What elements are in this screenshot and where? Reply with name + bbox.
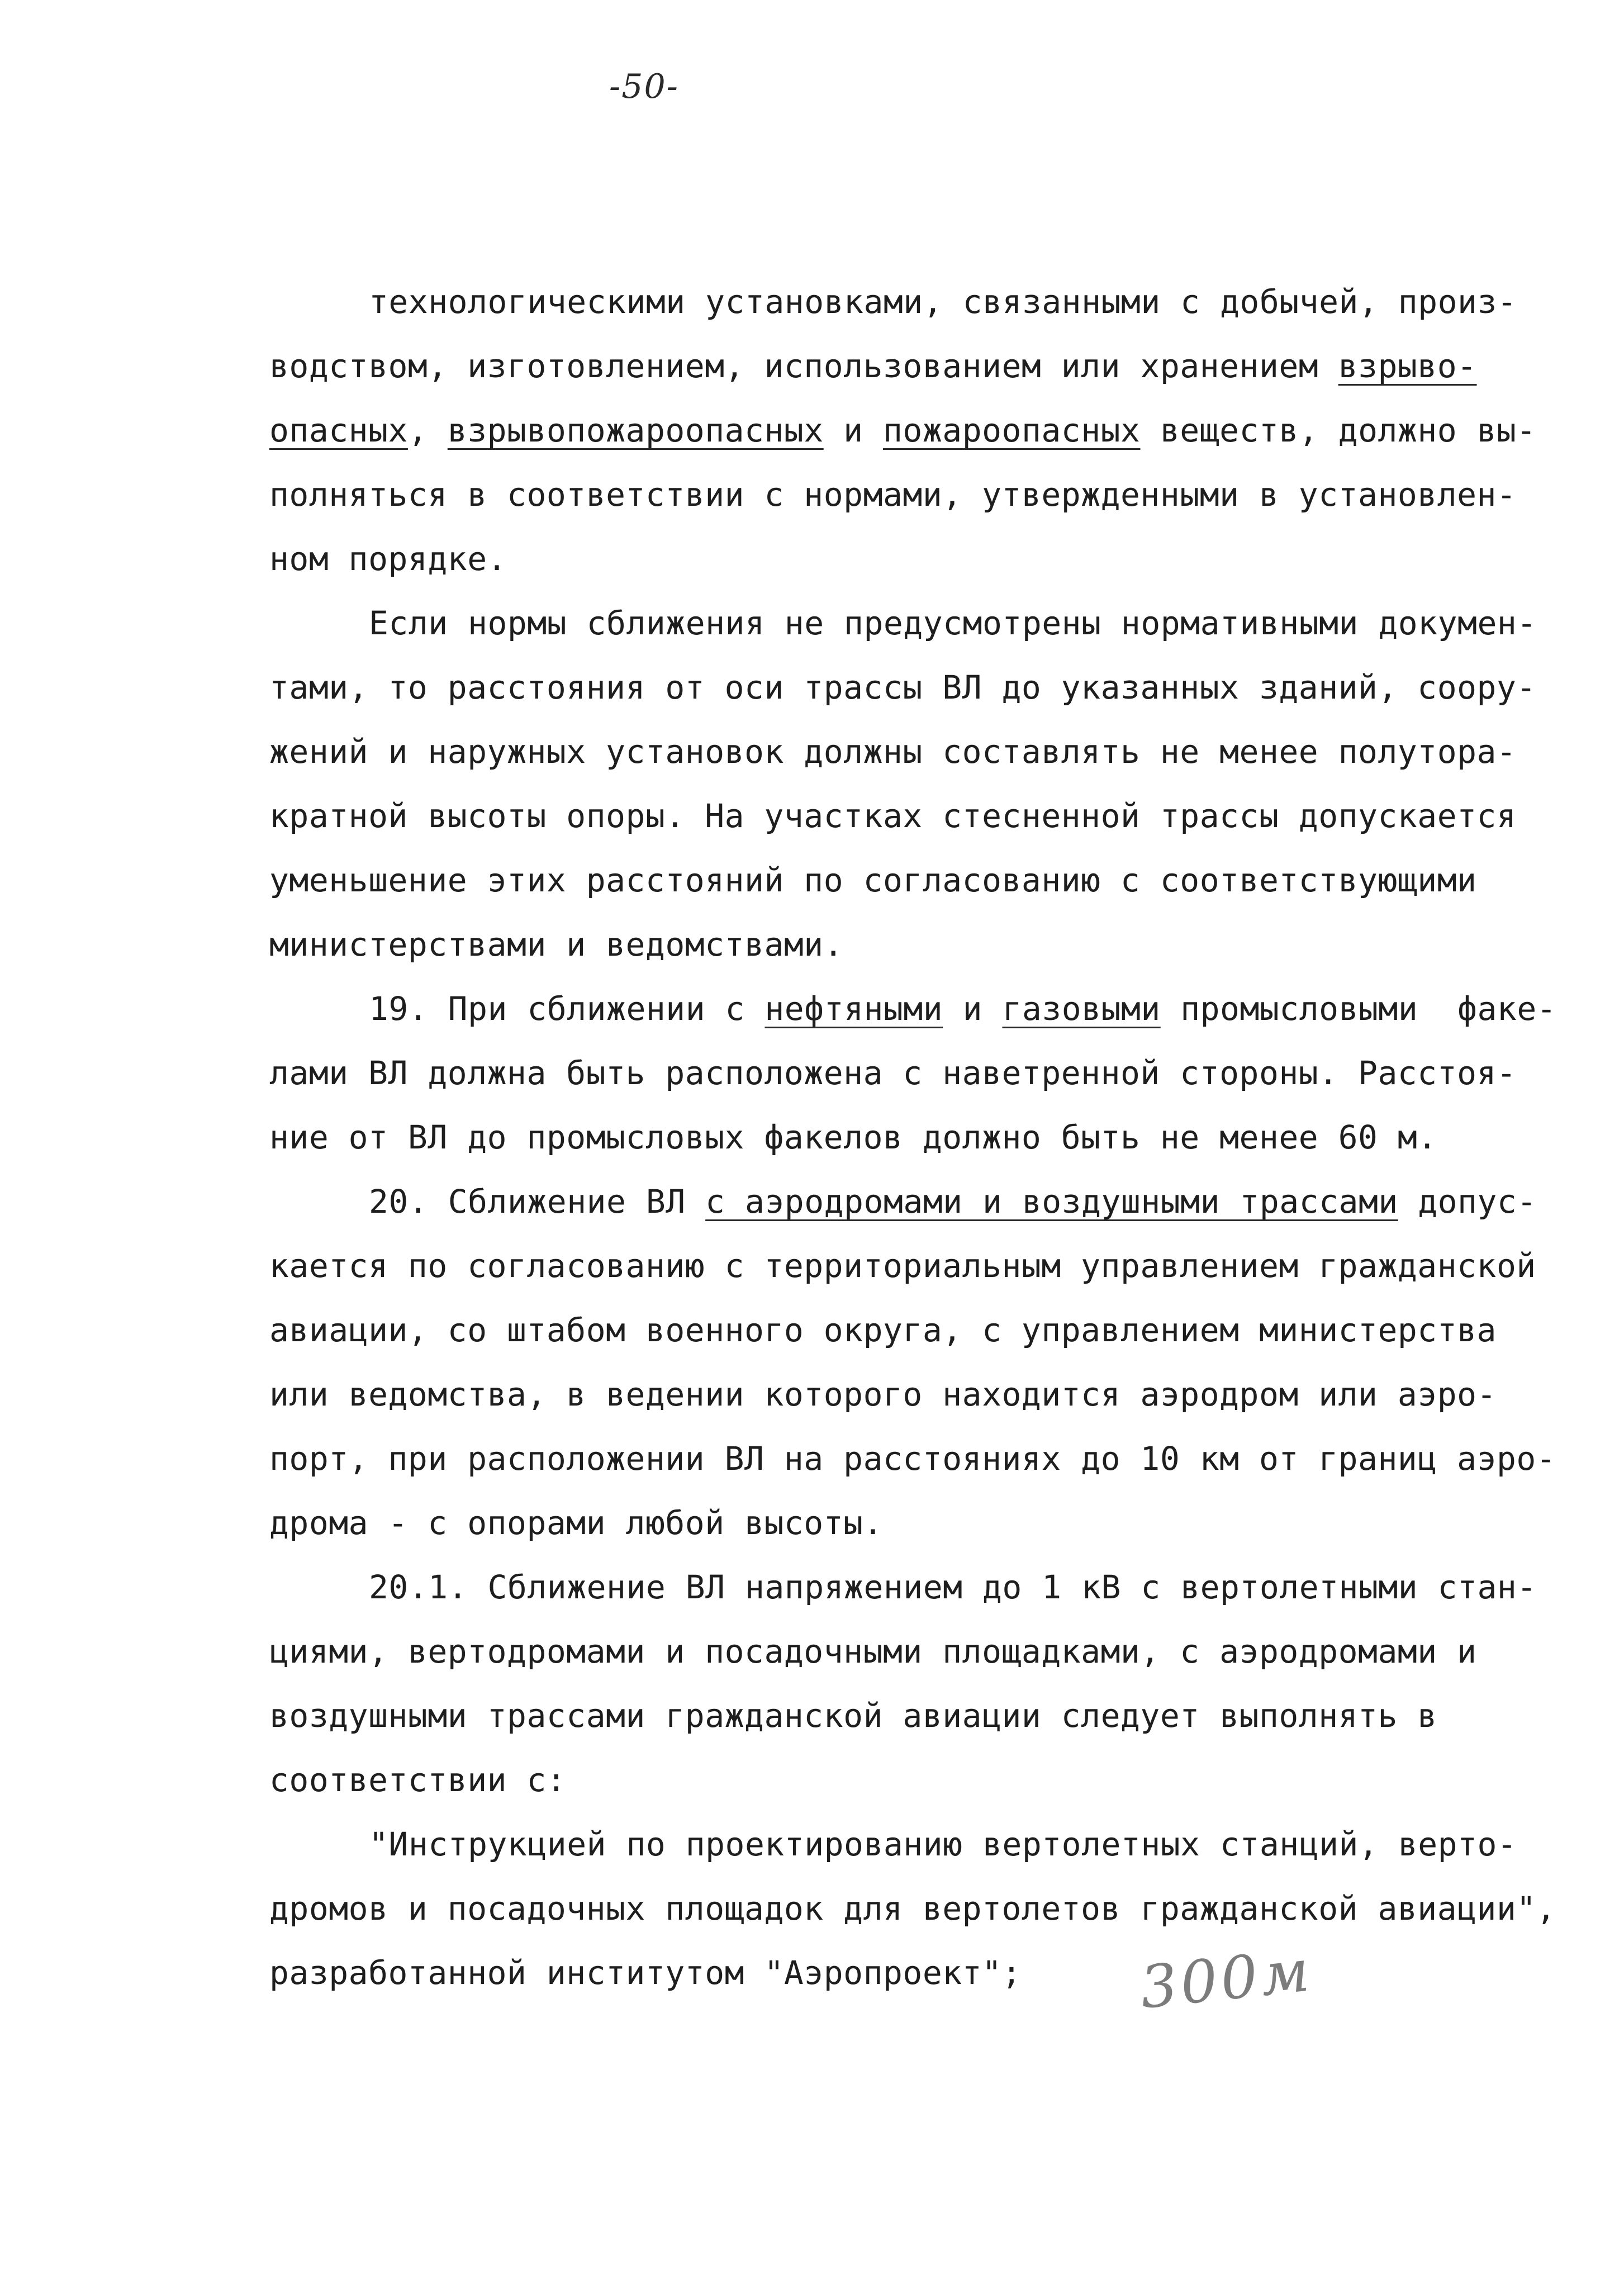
text-segment: допус- xyxy=(1398,1183,1537,1221)
text-segment: кратной высоты опоры. На участках стесненной трассы допускается xyxy=(269,797,1517,835)
text-segment: и xyxy=(823,411,884,449)
text-line xyxy=(269,1375,1497,1414)
text-segment: водством, изготовлением, использованием или хранением xyxy=(269,347,1338,385)
text-segment: Если нормы сближения не предусмотрены нормативными докумен- xyxy=(369,604,1537,642)
text-segment: воздушными трассами гражданской авиации следует выполнять в xyxy=(269,1697,1437,1735)
text-line xyxy=(369,1182,1537,1221)
underlined-text: нефтяными xyxy=(764,990,943,1028)
text-segment: дромов и посадочных площадок для вертолетов гражданской авиации", xyxy=(269,1890,1556,1928)
text-segment: уменьшение этих расстояний по согласованию с соответствующими xyxy=(269,861,1477,899)
text-segment: авиации, со штабом военного округа, с управлением министерства xyxy=(269,1311,1497,1349)
text-line xyxy=(269,1311,1497,1350)
text-line xyxy=(269,732,1516,771)
text-line xyxy=(269,796,1516,835)
text-line xyxy=(369,1825,1517,1864)
underlined-text: взрывопожароопасных xyxy=(447,411,824,449)
text-line xyxy=(369,604,1537,643)
text-line xyxy=(269,925,843,964)
text-segment: тами, то расстояния от оси трассы ВЛ до указанных зданий, соору- xyxy=(269,668,1536,706)
text-line xyxy=(369,1568,1537,1607)
text-segment: ние от ВЛ до промысловых факелов должно быть не менее 60 м. xyxy=(269,1118,1437,1156)
text-segment: и xyxy=(943,990,1003,1028)
text-segment: ном порядке. xyxy=(269,540,507,578)
text-segment: соответствии с: xyxy=(269,1761,567,1799)
text-segment: лами ВЛ должна быть расположена с наветренной стороны. Расстоя- xyxy=(269,1054,1517,1092)
text-line xyxy=(269,668,1536,707)
underlined-text: с аэродромами и воздушными трассами xyxy=(705,1183,1398,1221)
text-line xyxy=(369,282,1517,321)
text-line xyxy=(269,475,1516,514)
text-line xyxy=(269,1696,1437,1735)
underlined-text: взрыво- xyxy=(1338,347,1477,385)
text-segment: кается по согласованию с территориальным управлением гражданской xyxy=(269,1247,1536,1285)
text-segment: жений и наружных установок должны составлять не менее полутора- xyxy=(269,733,1517,771)
text-segment: промысловыми факе- xyxy=(1160,990,1557,1028)
text-segment: циями, вертодромами и посадочными площадками, с аэродромами и xyxy=(269,1632,1477,1670)
text-segment: порт, при расположении ВЛ на расстояниях до 10 км от границ аэро- xyxy=(269,1440,1556,1478)
text-segment: , xyxy=(407,411,448,449)
underlined-text: опасных xyxy=(269,411,408,449)
text-line xyxy=(269,1053,1516,1093)
text-line xyxy=(269,1246,1536,1285)
text-line xyxy=(269,861,1477,900)
handwritten-note: 300м xyxy=(1137,1936,1316,2022)
text-line xyxy=(269,1889,1556,1928)
underlined-text: пожароопасных xyxy=(883,411,1141,449)
text-segment: разработанной институтом "Аэропроект"; xyxy=(269,1954,1022,1992)
text-segment: или ведомства, в ведении которого находится аэродром или аэро- xyxy=(269,1375,1497,1413)
text-segment: 20. Сближение ВЛ xyxy=(369,1183,706,1221)
text-line xyxy=(269,1632,1477,1671)
text-line xyxy=(269,1439,1556,1478)
text-line xyxy=(269,411,1536,450)
text-segment: полняться в соответствии с нормами, утвержденными в установлен- xyxy=(269,476,1517,514)
text-line xyxy=(269,1760,566,1800)
page-number: -50- xyxy=(609,67,679,106)
text-line xyxy=(269,1953,1022,1992)
text-segment: веществ, должно вы- xyxy=(1140,411,1536,449)
text-segment: дрома - с опорами любой высоты. xyxy=(269,1504,883,1542)
text-segment: министерствами и ведомствами. xyxy=(269,925,844,963)
text-line xyxy=(269,539,507,578)
text-segment: 20.1. Сближение ВЛ напряжением до 1 кВ с вертолетными стан- xyxy=(369,1568,1537,1606)
text-segment: технологическими установками, связанными с добычей, произ- xyxy=(369,283,1517,321)
text-line xyxy=(369,989,1556,1028)
text-segment: 19. При сближении с xyxy=(369,990,765,1028)
text-line xyxy=(269,1503,883,1542)
text-segment: "Инструкцией по проектированию вертолетных станций, верто- xyxy=(369,1825,1517,1863)
text-line xyxy=(269,346,1477,386)
text-line xyxy=(269,1118,1437,1157)
underlined-text: газовыми xyxy=(1002,990,1161,1028)
